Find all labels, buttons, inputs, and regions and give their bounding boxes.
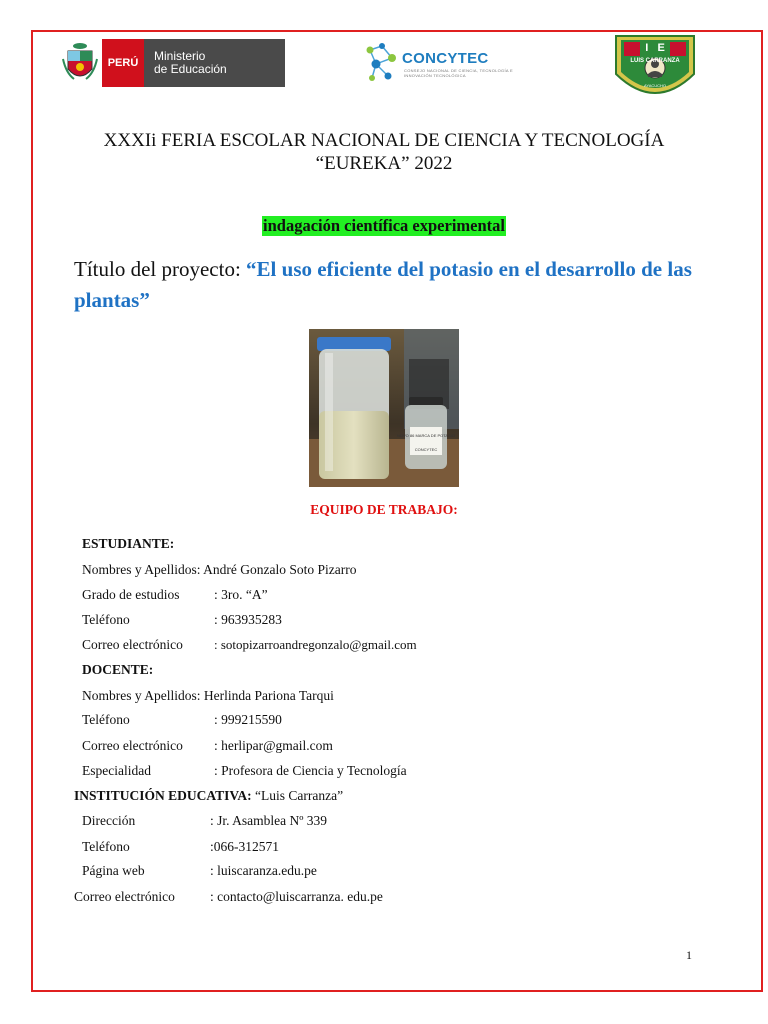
- institution-name: “Luis Carranza”: [251, 788, 344, 803]
- project-title-block: [74, 254, 694, 316]
- institution-row: [74, 788, 343, 804]
- institution-address: : Jr. Asamblea Nº 339: [210, 813, 328, 828]
- event-title-line1: XXXIi FERIA ESCOLAR NACIONAL DE CIENCIA Y TECNOLOGÍA: [103, 130, 665, 151]
- student-name: André Gonzalo Soto Pizarro: [203, 562, 357, 577]
- minedu-line1: Ministerio: [154, 49, 206, 63]
- peru-coat-of-arms-icon: [60, 39, 100, 87]
- institution-email-label: Correo electrónico: [74, 889, 175, 904]
- student-grade: : 3ro. “A”: [214, 587, 268, 602]
- jar-label-text: NOVO 86 MARCA DE POTASIO: [397, 433, 455, 438]
- student-phone-label: Teléfono: [82, 612, 130, 627]
- student-grade-label: Grado de estudios: [82, 587, 180, 602]
- teacher-name: Herlinda Pariona Tarqui: [203, 688, 334, 703]
- institution-email: : contacto@luiscarranza. edu.pe: [210, 889, 383, 904]
- institution-phone: :066-312571: [210, 839, 279, 854]
- concytec-logo: [362, 40, 520, 86]
- teacher-phone-label: Teléfono: [82, 712, 130, 727]
- jar-sticker-text: CONCYTEC: [414, 447, 438, 452]
- minedu-logo: [60, 39, 285, 87]
- teacher-email: : herlipar@gmail.com: [214, 738, 333, 753]
- student-name-label: Nombres y Apellidos:: [82, 562, 204, 577]
- concytec-subtitle: CONSEJO NACIONAL DE CIENCIA, TECNOLOGÍA E INNOVACIÓN TECNOLÓGICA: [404, 68, 513, 78]
- page-number: 1: [686, 948, 692, 962]
- student-email-label: Correo electrónico: [82, 637, 183, 652]
- concytec-name: CONCYTEC: [402, 50, 489, 67]
- school-crest-name: LUIS CARRANZA: [630, 58, 680, 64]
- institution-phone-label: Teléfono: [82, 839, 130, 854]
- institution-address-label: Dirección: [82, 813, 136, 828]
- minedu-country: PERÚ: [102, 39, 144, 87]
- project-title: “El uso eficiente del potasio en el desarrollo de las plantas”: [74, 257, 692, 312]
- student-email: : sotopizarroandregonzalo@gmail.com: [214, 637, 417, 652]
- student-name-row: [82, 562, 356, 578]
- school-crest-city: AYACUCHO: [643, 83, 667, 88]
- teacher-specialty: : Profesora de Ciencia y Tecnología: [214, 763, 407, 778]
- project-title-label: Título del proyecto:: [74, 257, 247, 281]
- school-crest: [614, 34, 696, 108]
- teacher-name-label: Nombres y Apellidos:: [82, 688, 204, 703]
- student-heading: ESTUDIANTE:: [82, 536, 175, 551]
- teacher-specialty-label: Especialidad: [82, 763, 151, 778]
- molecule-network-icon: [362, 40, 402, 86]
- institution-web: : luiscaranza.edu.pe: [210, 863, 317, 878]
- teacher-heading: DOCENTE:: [82, 662, 154, 677]
- category-highlight: indagación científica experimental: [263, 216, 505, 235]
- minedu-line2: de Educación: [154, 62, 227, 76]
- student-phone: : 963935283: [214, 612, 282, 627]
- school-crest-letters: I E: [645, 42, 665, 54]
- institution-web-label: Página web: [82, 863, 145, 878]
- event-title-line2: “EUREKA” 2022: [315, 153, 453, 174]
- teacher-name-row: [82, 688, 334, 704]
- minedu-ministry-name: [144, 39, 285, 87]
- institution-heading: INSTITUCIÓN EDUCATIVA:: [74, 788, 252, 803]
- teacher-email-label: Correo electrónico: [82, 738, 183, 753]
- team-heading: EQUIPO DE TRABAJO:: [310, 502, 458, 517]
- category-wrapper: [0, 216, 768, 236]
- experiment-photo: [309, 329, 459, 487]
- teacher-phone: : 999215590: [214, 712, 282, 727]
